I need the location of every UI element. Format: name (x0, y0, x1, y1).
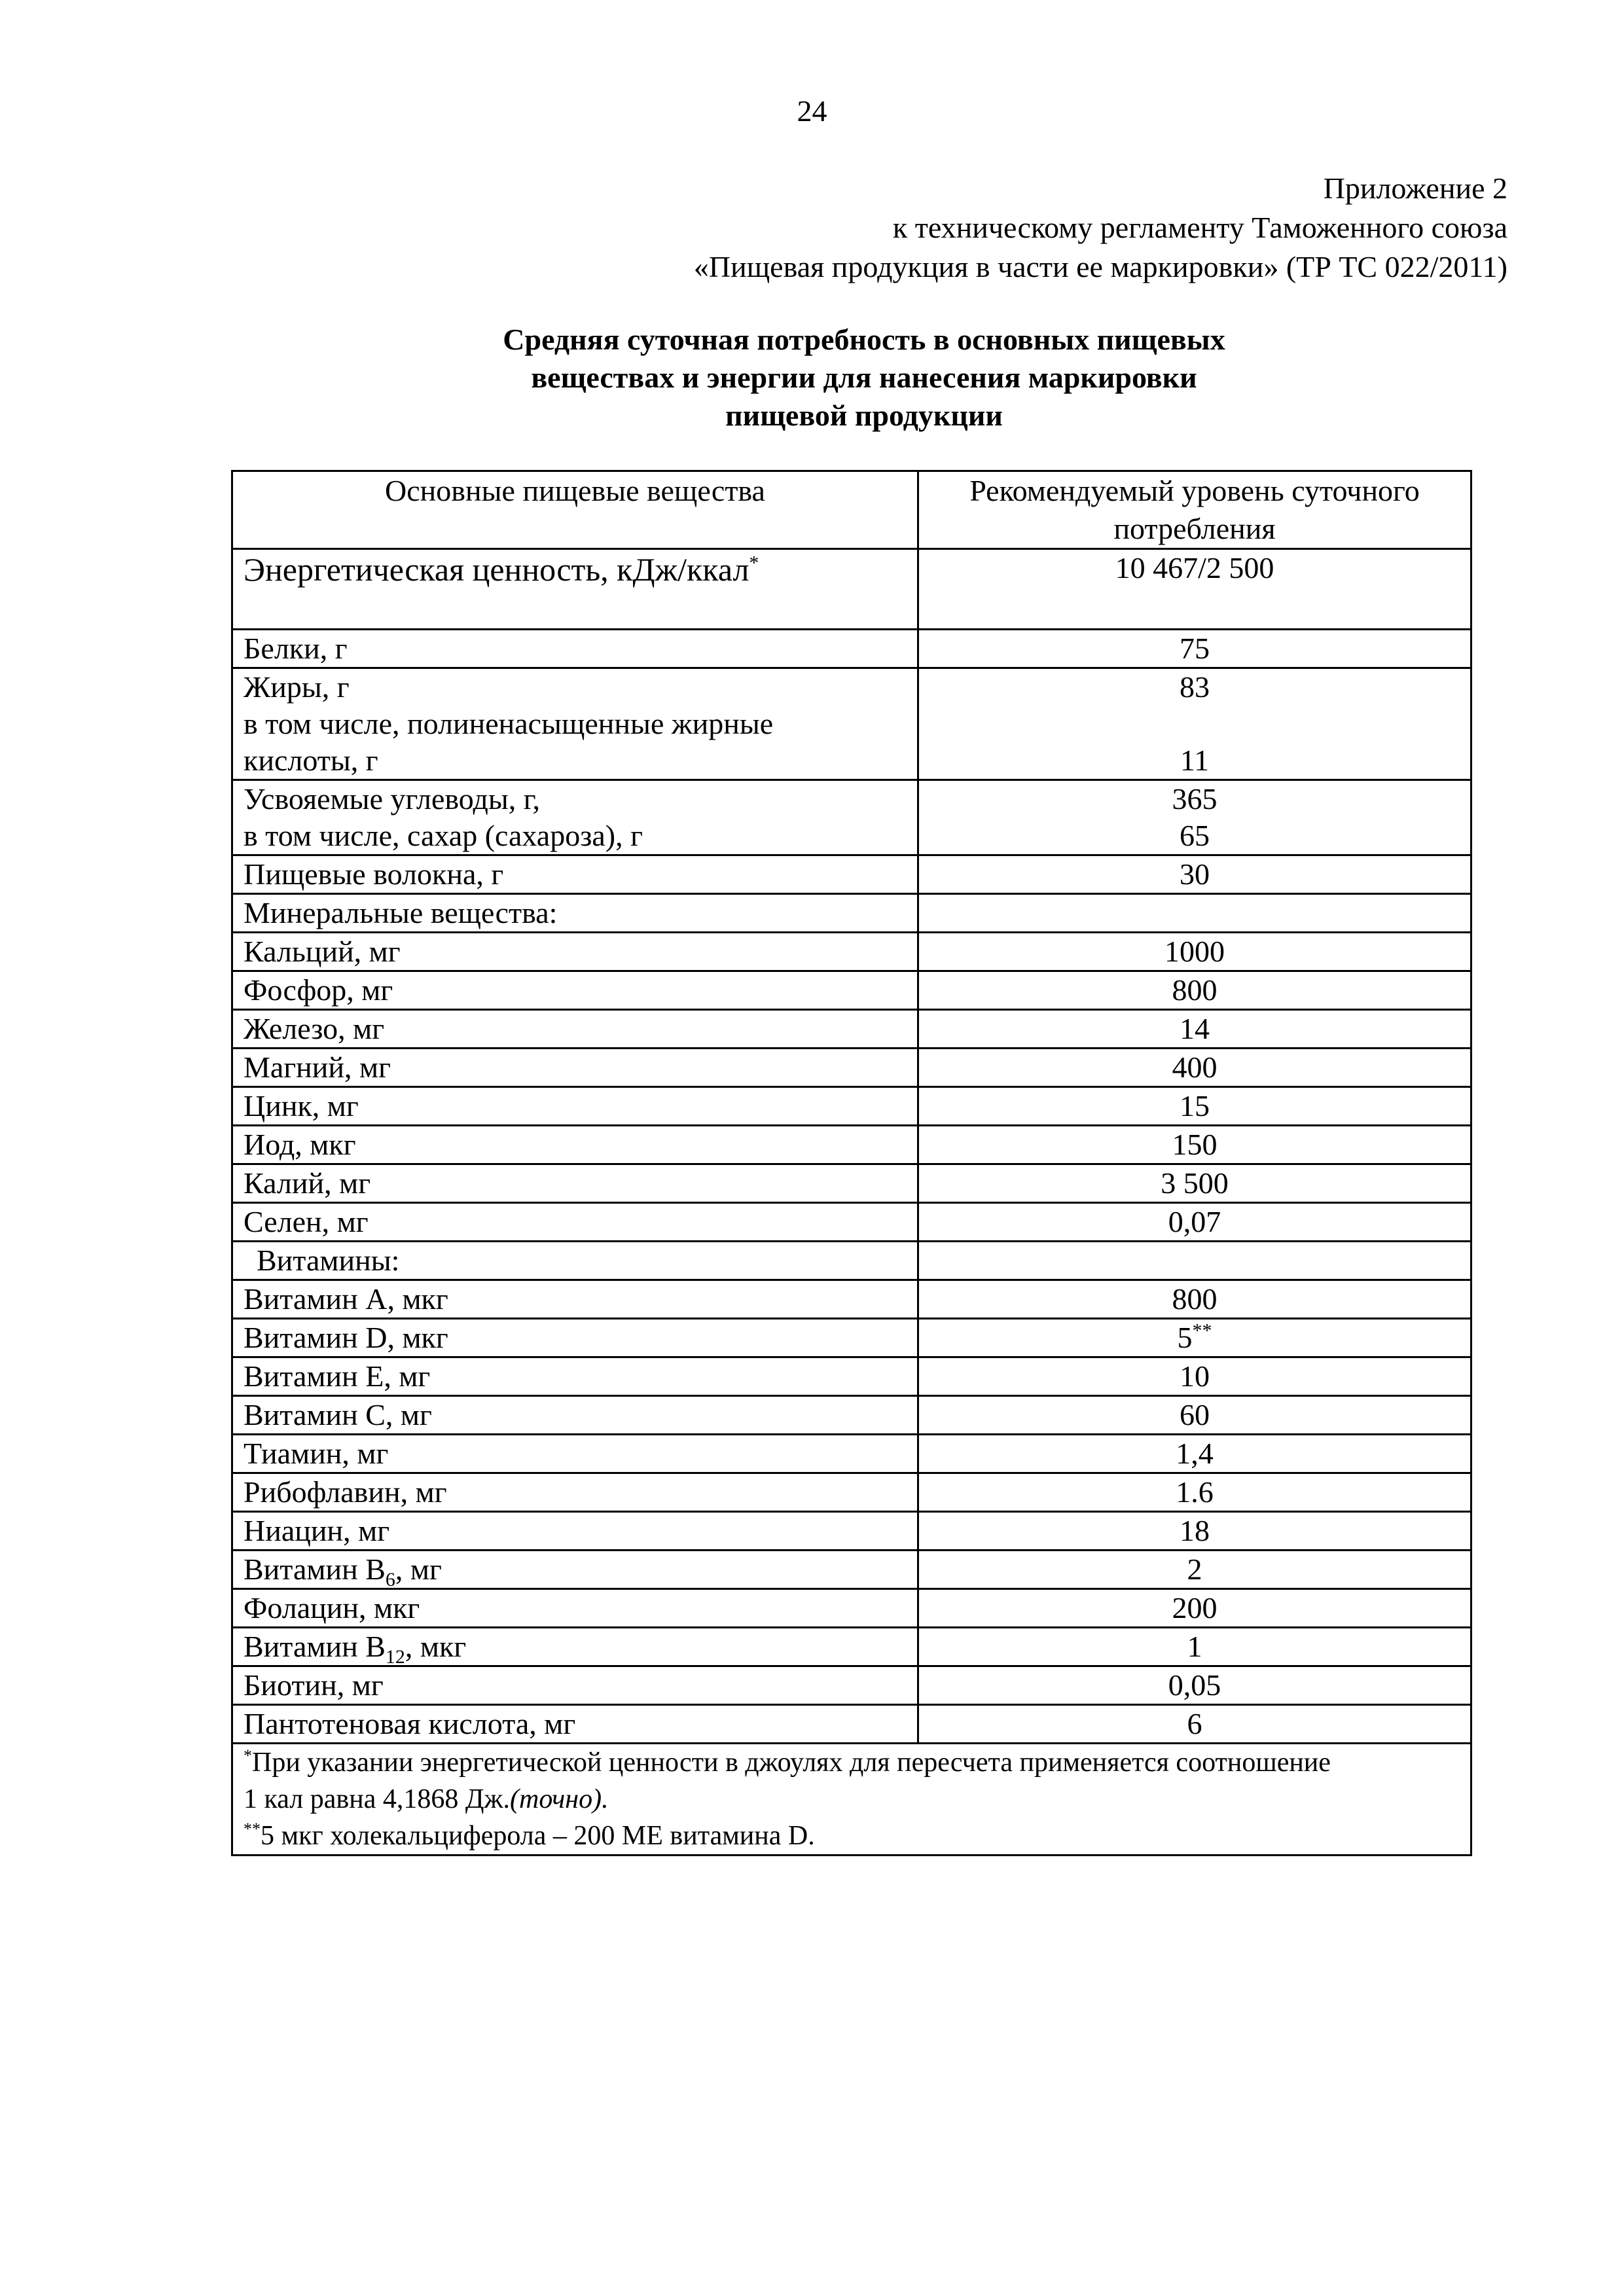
fats-name-cell (232, 668, 918, 780)
energy-name-cell (232, 549, 918, 630)
energy-name: Энергетическая ценность, кДж/ккал (244, 551, 749, 588)
fats-name-line-3: кислоты, г (244, 744, 378, 777)
table-row (232, 933, 1471, 971)
table-row (232, 1551, 1471, 1589)
vitamin-value: 1,4 (918, 1435, 1471, 1473)
vitamin-value: 1.6 (918, 1473, 1471, 1512)
vitamin-name: Фолацин, мкг (232, 1589, 918, 1628)
vitamin-value: 18 (918, 1512, 1471, 1551)
vitamin-name: Тиамин, мг (232, 1435, 918, 1473)
table-header-row (232, 471, 1471, 549)
mineral-value: 14 (918, 1010, 1471, 1049)
table-row (232, 1010, 1471, 1049)
vitamin-name: Витамин Е, мг (232, 1357, 918, 1396)
appendix-line-1: Приложение 2 (1323, 171, 1507, 205)
table-row (232, 1512, 1471, 1551)
vitamin-name: Витамин А, мкг (232, 1280, 918, 1319)
proteins-value: 75 (918, 630, 1471, 668)
table-row (232, 1049, 1471, 1087)
vitamin-value: 800 (918, 1280, 1471, 1319)
title-line-2: веществах и энергии для нанесения маркировки (531, 361, 1197, 394)
carbs-name-line-1: Усвояемые углеводы, г, (244, 782, 540, 816)
mineral-value: 15 (918, 1087, 1471, 1126)
footnotes-row (232, 1744, 1471, 1856)
table-row (232, 1280, 1471, 1319)
fiber-name: Пищевые волокна, г (232, 855, 918, 894)
vitamin-name: Пантотеновая кислота, мг (232, 1705, 918, 1744)
footnote-1-line-1: При указании энергетической ценности в джоулях для пересчета применяется соотношение (252, 1748, 1331, 1778)
mineral-value: 150 (918, 1126, 1471, 1164)
footnote-1-line-2: 1 кал равна 4,1868 Дж. (244, 1784, 510, 1814)
vitamin-b12-prefix: Витамин В (244, 1630, 386, 1663)
vitamin-name: Ниацин, мг (232, 1512, 918, 1551)
table-row (232, 1126, 1471, 1164)
title-line-1: Средняя суточная потребность в основных пищевых (503, 323, 1225, 356)
mineral-name: Селен, мг (232, 1203, 918, 1242)
fiber-value: 30 (918, 855, 1471, 894)
footnote-1-italic: (точно). (510, 1784, 609, 1814)
footnote-2-mark: ** (244, 1820, 261, 1839)
table-row (232, 1666, 1471, 1705)
carbs-value-2: 65 (1180, 819, 1210, 852)
table-row (232, 894, 1471, 933)
mineral-value: 1000 (918, 933, 1471, 971)
table-row (232, 1203, 1471, 1242)
mineral-value: 800 (918, 971, 1471, 1010)
table-row (232, 1164, 1471, 1203)
mineral-name: Фосфор, мг (232, 971, 918, 1010)
vitamin-d-value-cell (918, 1319, 1471, 1357)
vitamin-d-footnote-mark: ** (1192, 1319, 1212, 1342)
vitamin-value: 0,05 (918, 1666, 1471, 1705)
vitamin-value: 6 (918, 1705, 1471, 1744)
fats-value-1: 83 (1180, 670, 1210, 704)
table-row (232, 1242, 1471, 1280)
empty-cell (918, 1242, 1471, 1280)
vitamin-name: Витамин D, мкг (232, 1319, 918, 1357)
table-row (232, 1435, 1471, 1473)
vitamin-b6-name-cell (232, 1551, 918, 1589)
fats-value-cell (918, 668, 1471, 780)
vitamin-b12-name-cell (232, 1628, 918, 1666)
carbs-name-line-2: в том числе, сахар (сахароза), г (244, 819, 643, 852)
energy-value: 10 467/2 500 (918, 549, 1471, 630)
mineral-name: Иод, мкг (232, 1126, 918, 1164)
vitamin-b12-suffix: , мкг (405, 1630, 467, 1663)
footnote-1-mark: * (244, 1746, 252, 1765)
footnotes-cell (232, 1744, 1471, 1856)
vitamin-b6-prefix: Витамин В (244, 1552, 386, 1586)
table-row (232, 630, 1471, 668)
footnote-1 (244, 1744, 1460, 1781)
appendix-line-2: к техническому регламенту Таможенного союза (892, 211, 1507, 244)
footnote-2-text: 5 мкг холекальциферола – 200 МЕ витамина D. (261, 1821, 815, 1851)
table-row (232, 855, 1471, 894)
mineral-name: Цинк, мг (232, 1087, 918, 1126)
empty-cell (918, 894, 1471, 933)
table-row (232, 668, 1471, 780)
vitamins-heading: Витамины: (232, 1242, 918, 1280)
table-row (232, 1628, 1471, 1666)
table-row (232, 1589, 1471, 1628)
fats-name-line-2: в том числе, полиненасыщенные жирные (244, 707, 774, 740)
mineral-name: Калий, мг (232, 1164, 918, 1203)
header-nutrients: Основные пищевые вещества (232, 471, 918, 549)
document-title (0, 321, 1624, 435)
page-number: 24 (797, 94, 827, 128)
table-row (232, 780, 1471, 855)
vitamin-b6-suffix: , мг (395, 1552, 442, 1586)
vitamin-name: Витамин С, мг (232, 1396, 918, 1435)
footnote-2 (244, 1818, 1460, 1854)
nutrient-table (231, 470, 1472, 1856)
title-line-3: пищевой продукции (725, 399, 1003, 432)
carbs-value-1: 365 (1172, 782, 1218, 816)
table-row (232, 549, 1471, 630)
table-row (232, 1357, 1471, 1396)
mineral-value: 0,07 (918, 1203, 1471, 1242)
fats-value-2: 11 (1180, 744, 1210, 777)
vitamin-value: 2 (918, 1551, 1471, 1589)
mineral-name: Кальций, мг (232, 933, 918, 971)
fats-name-line-1: Жиры, г (244, 670, 350, 704)
vitamin-b12-subscript: 12 (385, 1646, 405, 1668)
appendix-header (694, 169, 1507, 287)
mineral-value: 3 500 (918, 1164, 1471, 1203)
proteins-name: Белки, г (232, 630, 918, 668)
vitamin-b6-subscript: 6 (385, 1569, 395, 1591)
mineral-value: 400 (918, 1049, 1471, 1087)
mineral-name: Железо, мг (232, 1010, 918, 1049)
vitamin-name: Рибофлавин, мг (232, 1473, 918, 1512)
mineral-name: Магний, мг (232, 1049, 918, 1087)
energy-footnote-mark: * (749, 552, 759, 574)
table-row (232, 971, 1471, 1010)
vitamin-value: 10 (918, 1357, 1471, 1396)
vitamin-value: 60 (918, 1396, 1471, 1435)
carbs-value-cell (918, 780, 1471, 855)
header-daily-level: Рекомендуемый уровень суточного потребления (918, 471, 1471, 549)
vitamin-value: 5 (1177, 1321, 1193, 1354)
carbs-name-cell (232, 780, 918, 855)
footnote-1-cont (244, 1781, 1460, 1818)
table-row (232, 1087, 1471, 1126)
minerals-heading: Минеральные вещества: (232, 894, 918, 933)
vitamin-value: 200 (918, 1589, 1471, 1628)
table-row (232, 1396, 1471, 1435)
table-row (232, 1473, 1471, 1512)
vitamin-value: 1 (918, 1628, 1471, 1666)
table-row (232, 1319, 1471, 1357)
vitamin-name: Биотин, мг (232, 1666, 918, 1705)
appendix-line-3: «Пищевая продукция в части ее маркировки» (ТР ТС 022/2011) (693, 250, 1507, 283)
table-row (232, 1705, 1471, 1744)
